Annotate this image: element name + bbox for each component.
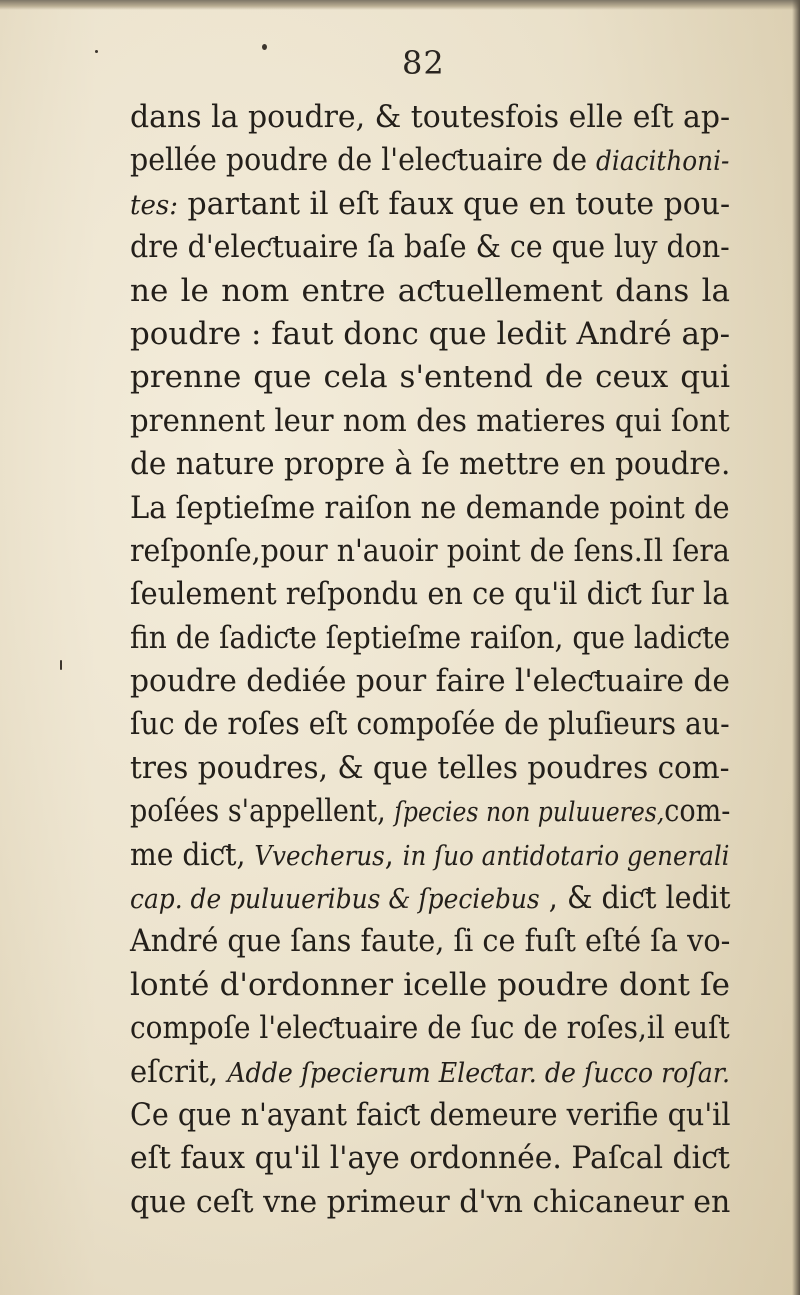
text-line (130, 834, 730, 877)
text-span: partant il eſt faux que en toute pou- (178, 185, 731, 222)
italic-text-span: diacithoni- (596, 146, 730, 178)
ink-speck (95, 50, 98, 53)
text-span: ne le nom entre aƈtuellement dans la (130, 272, 730, 309)
text-line (130, 313, 731, 356)
text-span: eſcrit, (130, 1053, 228, 1090)
page-top-edge (0, 0, 800, 10)
page-number: 82 (402, 44, 445, 82)
text-line (130, 964, 730, 1007)
text-span: pellée poudre de l'eleƈtuaire de (130, 142, 597, 179)
italic-text-span: Vvecherus (254, 840, 385, 872)
text-span: com- (664, 793, 731, 830)
text-span: ſeulement reſpondu en ce qu'il diƈt ſur la (130, 576, 730, 613)
text-line (130, 1094, 731, 1137)
text-line (130, 573, 730, 616)
text-line (130, 790, 731, 833)
text-span: lonté d'ordonner icelle poudre dont ſe (130, 966, 730, 1003)
text-line (130, 1181, 731, 1224)
text-line (130, 1137, 730, 1180)
text-span: dans la poudre, & toutesfois elle eſt ap- (130, 99, 731, 135)
text-span: poudre dediée pour faire l'eleƈtuaire de (130, 663, 730, 700)
text-span: tres poudres, & que telles poudres com- (130, 749, 730, 786)
italic-text-span: cap. de puluueribus & ſpeciebus (130, 884, 540, 916)
text-span: poudre : faut donc que ledit André ap- (130, 315, 731, 352)
text-span: , & diƈt ledit (539, 880, 731, 917)
text-span: reſponſe,pour n'auoir point de ſens.Il ſera (130, 532, 730, 569)
text-line (130, 920, 731, 963)
text-line (130, 1051, 731, 1094)
italic-text-span: Adde ſpecierum Eleƈtar. de ſucco roſar. (227, 1057, 731, 1089)
text-line (130, 226, 730, 269)
italic-text-span: in ſuo antidotario generali (402, 840, 730, 872)
text-span: poſées s'appellent, (130, 793, 395, 830)
italic-text-span: ſpecies non puluueres, (394, 797, 665, 829)
text-line (130, 660, 730, 703)
text-line (130, 400, 730, 443)
ink-speck (60, 660, 62, 670)
text-line (130, 487, 730, 530)
text-span: dre d'eleƈtuaire ſa baſe & ce que luy don- (130, 229, 730, 266)
text-line (130, 270, 730, 313)
text-span: fin de ſadiƈte ſeptieſme raiſon, que ladiƈte (130, 619, 731, 656)
text-span: ſuc de roſes eſt compoſée de pluſieurs au- (130, 706, 730, 743)
text-line (130, 96, 731, 139)
text-span: , (384, 836, 403, 873)
text-line (130, 356, 730, 399)
text-line (130, 617, 731, 660)
text-span: eſt faux qu'il l'aye ordonnée. Paſcal diƈt (130, 1140, 730, 1177)
text-line (130, 703, 730, 746)
text-span: prennent leur nom des matieres qui ſont (130, 402, 730, 439)
text-line (130, 747, 730, 790)
text-span: La ſeptieſme raiſon ne demande point de (130, 489, 730, 526)
text-span: de nature propre à ſe mettre en poudre. (130, 446, 731, 483)
text-line (130, 443, 731, 486)
text-line (130, 877, 731, 920)
text-span: que ceſt vne primeur d'vn chicaneur en (130, 1183, 731, 1220)
text-line (130, 530, 730, 573)
text-line (130, 1007, 730, 1050)
text-span: compoſe l'eleƈtuaire de ſuc de roſes,il euſt (130, 1010, 730, 1047)
text-span: André que ſans faute, ſi ce fuſt eſté ſa vo- (130, 923, 731, 960)
text-span: me diƈt, (130, 836, 255, 873)
text-span: Ce que n'ayant faiƈt demeure verifie qu'il (130, 1096, 731, 1133)
page-binding-shadow (792, 0, 800, 1295)
text-span: prenne que cela s'entend de ceux qui (130, 359, 730, 396)
italic-text-span: tes: (130, 189, 179, 221)
body-text (130, 96, 730, 1224)
text-line (130, 183, 731, 226)
ink-speck (262, 44, 267, 50)
text-line (130, 139, 730, 182)
